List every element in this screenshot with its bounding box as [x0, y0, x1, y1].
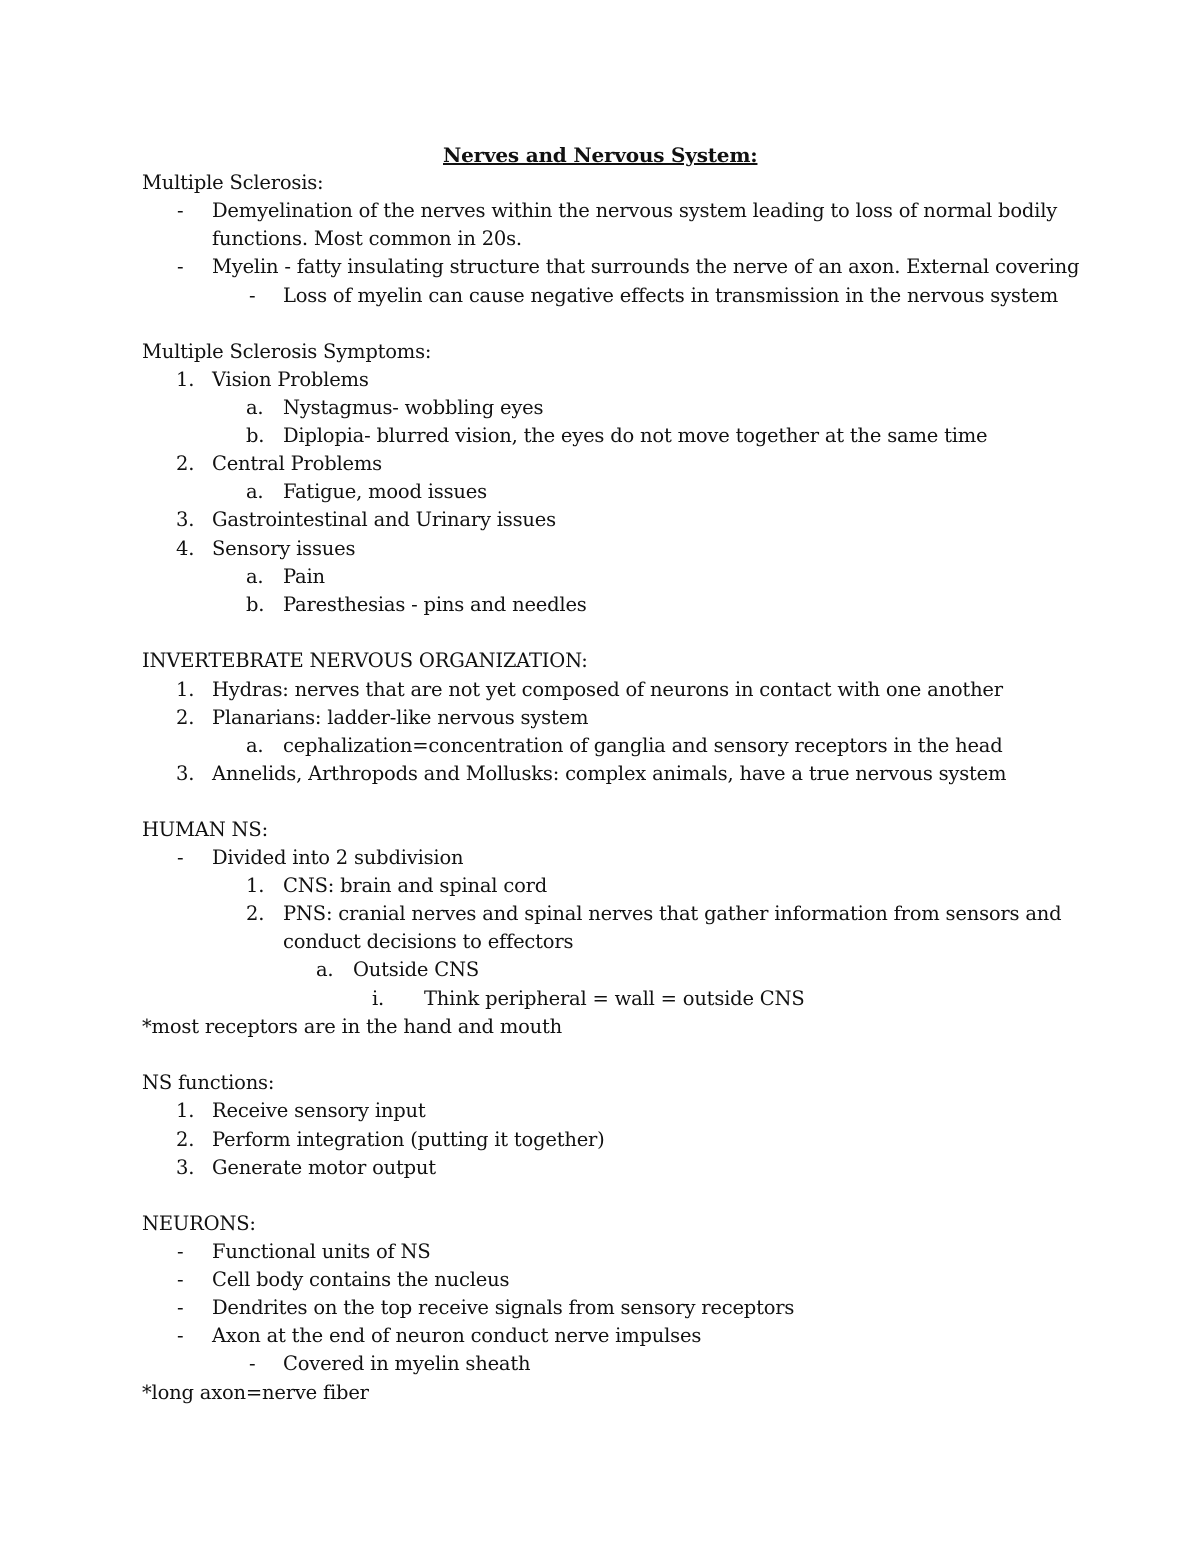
list-letter: b.: [246, 424, 265, 447]
list-number: 1.: [176, 368, 195, 391]
section-heading-ns-functions: NS functions:: [142, 1071, 275, 1094]
list-item: Nystagmus- wobbling eyes: [283, 396, 544, 419]
list-letter: a.: [246, 565, 264, 588]
list-item: Functional units of NS: [212, 1240, 431, 1263]
bullet-marker: -: [177, 199, 184, 222]
list-item-continuation: functions. Most common in 20s.: [212, 227, 522, 250]
list-item: Pain: [283, 565, 325, 588]
list-number: 2.: [176, 1128, 195, 1151]
list-letter: a.: [316, 958, 334, 981]
list-number: 2.: [176, 706, 195, 729]
bullet-marker: -: [177, 1296, 184, 1319]
section-heading-neurons: NEURONS:: [142, 1212, 256, 1235]
list-item: Dendrites on the top receive signals from sensory receptors: [212, 1296, 795, 1319]
list-number: 1.: [176, 678, 195, 701]
list-item-continuation: conduct decisions to effectors: [283, 930, 574, 953]
list-item: Fatigue, mood issues: [283, 480, 487, 503]
section-heading-invertebrate: INVERTEBRATE NERVOUS ORGANIZATION:: [142, 649, 588, 672]
list-item: Diplopia- blurred vision, the eyes do not move together at the same time: [283, 424, 988, 447]
list-item: Loss of myelin can cause negative effects in transmission in the nervous system: [283, 284, 1058, 307]
list-item: Perform integration (putting it together): [212, 1128, 605, 1151]
section-heading-human-ns: HUMAN NS:: [142, 818, 268, 841]
list-item: Generate motor output: [212, 1156, 436, 1179]
note: *long axon=nerve fiber: [142, 1381, 369, 1404]
bullet-marker: -: [177, 1268, 184, 1291]
list-letter: a.: [246, 734, 264, 757]
page-title: Nerves and Nervous System:: [443, 143, 758, 167]
list-number: 3.: [176, 1156, 195, 1179]
list-letter: a.: [246, 396, 264, 419]
list-item: Cell body contains the nucleus: [212, 1268, 510, 1291]
list-item: Covered in myelin sheath: [283, 1352, 531, 1375]
list-item: Paresthesias - pins and needles: [283, 593, 587, 616]
bullet-marker: -: [177, 1240, 184, 1263]
bullet-marker: -: [177, 255, 184, 278]
section-heading-symptoms: Multiple Sclerosis Symptoms:: [142, 340, 432, 363]
list-letter: b.: [246, 593, 265, 616]
list-number: 3.: [176, 762, 195, 785]
section-heading-ms: Multiple Sclerosis:: [142, 171, 324, 194]
list-item: Outside CNS: [353, 958, 479, 981]
list-item: CNS: brain and spinal cord: [283, 874, 548, 897]
list-item: Annelids, Arthropods and Mollusks: complex animals, have a true nervous system: [212, 762, 1007, 785]
list-item: Think peripheral = wall = outside CNS: [424, 987, 805, 1010]
list-item: Hydras: nerves that are not yet composed of neurons in contact with one another: [212, 678, 1003, 701]
bullet-marker: -: [249, 284, 256, 307]
note: *most receptors are in the hand and mouth: [142, 1015, 563, 1038]
list-item: Myelin - fatty insulating structure that surrounds the nerve of an axon. External covering: [212, 255, 1080, 278]
list-letter: a.: [246, 480, 264, 503]
list-item: Vision Problems: [212, 368, 369, 391]
list-number: 4.: [176, 537, 195, 560]
list-item: Gastrointestinal and Urinary issues: [212, 508, 556, 531]
list-item: Sensory issues: [212, 537, 356, 560]
list-number: 1.: [246, 874, 265, 897]
list-item: Axon at the end of neuron conduct nerve impulses: [212, 1324, 702, 1347]
list-item: Planarians: ladder-like nervous system: [212, 706, 589, 729]
bullet-marker: -: [177, 1324, 184, 1347]
list-number: 1.: [176, 1099, 195, 1122]
list-item: Demyelination of the nerves within the nervous system leading to loss of normal bodily: [212, 199, 1058, 222]
bullet-marker: -: [177, 846, 184, 869]
list-item: Divided into 2 subdivision: [212, 846, 464, 869]
list-number: 2.: [176, 452, 195, 475]
list-item: cephalization=concentration of ganglia and sensory receptors in the head: [283, 734, 1003, 757]
list-roman: i.: [372, 987, 385, 1010]
list-number: 3.: [176, 508, 195, 531]
list-item: Receive sensory input: [212, 1099, 426, 1122]
list-item: PNS: cranial nerves and spinal nerves that gather information from sensors and: [283, 902, 1062, 925]
list-number: 2.: [246, 902, 265, 925]
list-item: Central Problems: [212, 452, 382, 475]
bullet-marker: -: [249, 1352, 256, 1375]
